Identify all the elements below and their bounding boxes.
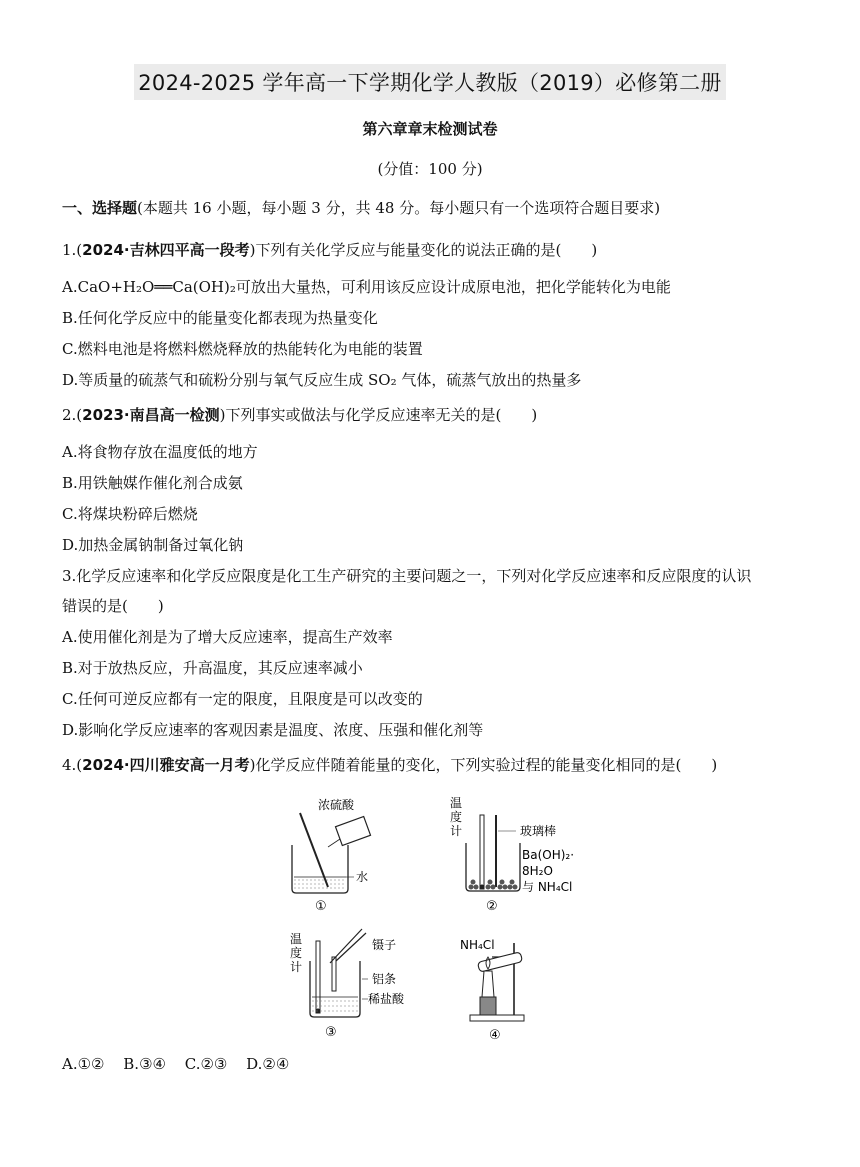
label-thermo-1: 温 bbox=[450, 796, 463, 810]
label-fig-1: ① bbox=[315, 899, 327, 914]
title-container bbox=[0, 64, 860, 100]
question-source: 2023·南昌高一检测 bbox=[82, 406, 220, 424]
label-dilute-hcl: 稀盐酸 bbox=[368, 992, 405, 1006]
label-thermo-2: 度 bbox=[450, 810, 463, 824]
exam-subtitle: 第六章章末检测试卷 bbox=[362, 120, 498, 138]
experiment-figure bbox=[270, 793, 610, 1053]
label-thermo-3: 计 bbox=[450, 824, 463, 838]
label-fig-4: ④ bbox=[489, 1028, 501, 1043]
q1-option-b: B.任何化学反应中的能量变化都表现为热量变化 bbox=[62, 309, 378, 327]
label-glass-rod: 玻璃棒 bbox=[520, 824, 557, 838]
question-text: )下列有关化学反应与能量变化的说法正确的是( ) bbox=[249, 241, 598, 259]
apparatus-4 bbox=[460, 938, 524, 1043]
q2-option-b: B.用铁触媒作催化剂合成氨 bbox=[62, 474, 243, 492]
q2-option-a: A.将食物存放在温度低的地方 bbox=[62, 443, 258, 461]
question-source: 2024·吉林四平高一段考 bbox=[82, 241, 250, 259]
q1-option-c: C.燃料电池是将燃料燃烧释放的热能转化为电能的装置 bbox=[62, 340, 423, 358]
question-number: 4.( bbox=[62, 756, 83, 774]
q1-option-a: A.CaO+H₂O══Ca(OH)₂可放出大量热，可利用该反应设计成原电池，把化学能转化为电能 bbox=[62, 278, 671, 296]
label-nh4cl: NH₄Cl bbox=[460, 938, 495, 952]
q3-option-b: B.对于放热反应，升高温度，其反应速率减小 bbox=[62, 659, 363, 677]
label-thermo-1: 温 bbox=[290, 932, 303, 946]
page-title: 2024-2025 学年高一下学期化学人教版（2019）必修第二册 bbox=[134, 64, 725, 100]
apparatus-3 bbox=[290, 929, 405, 1040]
section-desc: (本题共 16 小题，每小题 3 分，共 48 分。每小题只有一个选项符合题目要求) bbox=[137, 199, 661, 217]
question-text: )化学反应伴随着能量的变化，下列实验过程的能量变化相同的是( ) bbox=[249, 756, 718, 774]
label-tweezers: 镊子 bbox=[372, 938, 397, 952]
section-title: 一、选择题 bbox=[62, 199, 138, 217]
question-3-stem-line2: 错误的是( ) bbox=[62, 597, 164, 615]
section-heading bbox=[62, 198, 660, 218]
q4-option-d: D.②④ bbox=[246, 1055, 290, 1073]
label-thermo-2: 度 bbox=[290, 946, 303, 960]
q2-option-d: D.加热金属钠制备过氧化钠 bbox=[62, 536, 244, 554]
q4-option-c: C.②③ bbox=[184, 1055, 228, 1073]
question-1-stem bbox=[62, 240, 597, 260]
score-info: (分值：100 分) bbox=[377, 160, 483, 178]
q3-option-d: D.影响化学反应速率的客观因素是温度、浓度、压强和催化剂等 bbox=[62, 721, 484, 739]
question-number: 1.( bbox=[62, 241, 83, 259]
question-number: 2.( bbox=[62, 406, 83, 424]
question-text: )下列事实或做法与化学反应速率无关的是( ) bbox=[219, 406, 538, 424]
q4-options bbox=[62, 1055, 303, 1073]
label-baoh2: Ba(OH)₂· bbox=[522, 848, 575, 862]
q1-option-d: D.等质量的硫蒸气和硫粉分别与氧气反应生成 SO₂ 气体，硫蒸气放出的热量多 bbox=[62, 371, 582, 389]
label-al-strip: 铝条 bbox=[372, 972, 397, 986]
label-water: 水 bbox=[356, 870, 369, 884]
question-2-stem bbox=[62, 405, 537, 425]
label-nh4cl: 与 NH₄Cl bbox=[522, 880, 573, 894]
apparatus-1 bbox=[292, 797, 371, 914]
question-3-stem-line1: 3.化学反应速率和化学反应限度是化工生产研究的主要问题之一，下列对化学反应速率和反应限度的认识 bbox=[62, 567, 752, 585]
q4-option-b: B.③④ bbox=[123, 1055, 166, 1073]
question-4-stem bbox=[62, 755, 717, 775]
q4-option-a: A.①② bbox=[62, 1055, 105, 1073]
label-fig-3: ③ bbox=[325, 1025, 337, 1040]
question-source: 2024·四川雅安高一月考 bbox=[82, 756, 250, 774]
label-8h2o: 8H₂O bbox=[522, 864, 553, 878]
apparatus-2 bbox=[450, 796, 574, 914]
label-fig-2: ② bbox=[486, 899, 498, 914]
q3-option-c: C.任何可逆反应都有一定的限度，且限度是可以改变的 bbox=[62, 690, 423, 708]
label-conc-sulfuric: 浓硫酸 bbox=[318, 798, 355, 812]
q3-option-a: A.使用催化剂是为了增大反应速率，提高生产效率 bbox=[62, 628, 393, 646]
label-thermo-3: 计 bbox=[290, 960, 303, 974]
q2-option-c: C.将煤块粉碎后燃烧 bbox=[62, 505, 198, 523]
